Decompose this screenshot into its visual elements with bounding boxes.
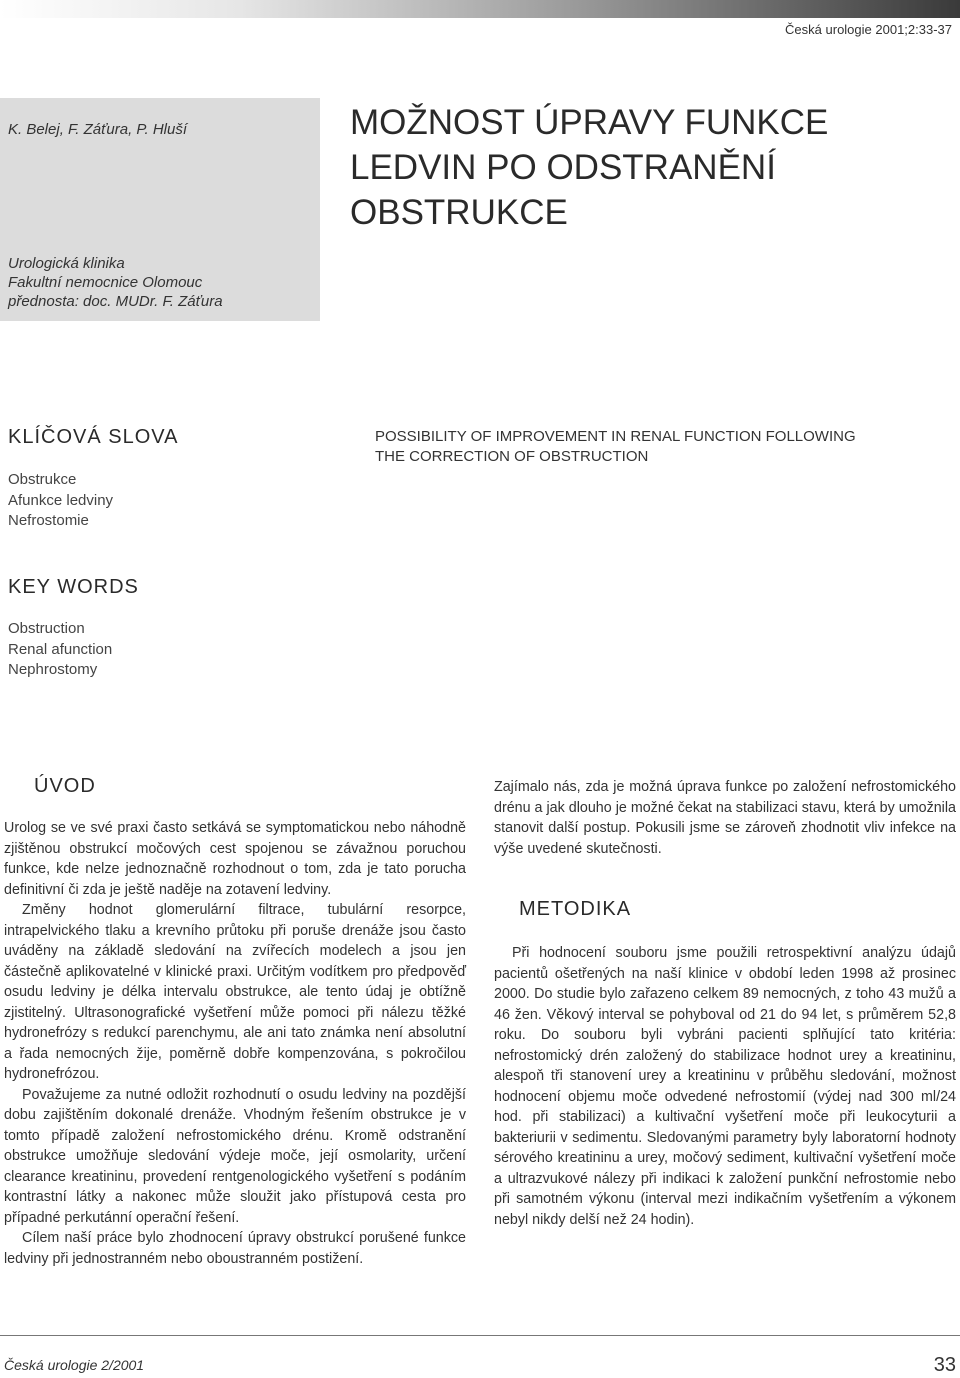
methods-heading: METODIKA bbox=[519, 898, 632, 920]
authors: K. Belej, F. Záťura, P. Hluší bbox=[8, 121, 188, 138]
keyword-item: Renal afunction bbox=[8, 640, 113, 658]
top-gradient-bar bbox=[0, 0, 960, 18]
journal-reference: Česká urologie 2001;2:33-37 bbox=[785, 22, 952, 37]
affiliation-line: Fakultní nemocnice Olomouc bbox=[8, 274, 203, 291]
title-line: OBSTRUKCE bbox=[350, 193, 568, 232]
footer-journal: Česká urologie 2/2001 bbox=[4, 1357, 145, 1373]
title-line: MOŽNOST ÚPRAVY FUNKCE bbox=[350, 103, 829, 142]
title-line: LEDVIN PO ODSTRANĚNÍ bbox=[350, 148, 776, 187]
article-title bbox=[350, 100, 828, 235]
intro-paragraph: Urolog se ve své praxi často setkává se symptomatickou nebo náhodně zjištěnou obstrukcí močových cest spojenou se závažnou poruchou funkce, kde nelze jednoznačně rozhodnout o tom, zda je tato porucha definitivní či zda je ještě naděje na zotavení ledviny. bbox=[4, 820, 466, 898]
english-title-line: THE CORRECTION OF OBSTRUCTION bbox=[375, 448, 649, 465]
page-number: 33 bbox=[933, 1354, 956, 1376]
keyword-item: Afunkce ledviny bbox=[8, 491, 114, 509]
keywords-en-heading: KEY WORDS bbox=[8, 576, 139, 598]
keywords-en-list bbox=[8, 619, 112, 681]
intro-body bbox=[4, 818, 466, 1269]
english-title bbox=[375, 427, 856, 467]
intro-continuation bbox=[494, 777, 956, 859]
keywords-cz-list bbox=[8, 470, 113, 532]
keyword-item: Nephrostomy bbox=[8, 661, 98, 678]
methods-body bbox=[494, 943, 956, 1230]
keywords-cz-heading: KLÍČOVÁ SLOVA bbox=[8, 426, 179, 448]
intro-continuation-paragraph: Zajímalo nás, zda je možná úprava funkce po založení nefrostomického drénu a jak dlouho je možné čekat na stabilizaci stavu, která by umožnila stanovit další postup. Pokusili jsme se zároveň zhodnotit vliv infekce na výše uvedené skutečnosti. bbox=[494, 779, 956, 857]
affiliation bbox=[8, 254, 223, 311]
keyword-item: Nefrostomie bbox=[8, 512, 89, 529]
intro-paragraph: Považujeme za nutné odložit rozhodnutí o osudu ledviny na pozdější dobu zajištěním dokonalé drenáže. Vhodným řešením obstrukce je v tomto případě založení nefrostomického drénu. Kromě odstranění obstrukce umožňuje sledování výdeje moče, její osmolarity, určení clearance kreatininu, provedení rentgenologického vyšetření s podáním kontrastní látky a nakonec může sloužit jako přístupová cesta pro případné perkutánní operační řešení. bbox=[4, 1086, 466, 1226]
keyword-item: Obstruction bbox=[8, 620, 85, 637]
affiliation-line: přednosta: doc. MUDr. F. Záťura bbox=[8, 293, 223, 310]
intro-paragraph: Cílem naší práce bylo zhodnocení úpravy obstrukcí porušené funkce ledviny při jednostranném nebo oboustranném postižení. bbox=[4, 1230, 466, 1267]
intro-heading: ÚVOD bbox=[34, 775, 96, 797]
affiliation-line: Urologická klinika bbox=[8, 255, 125, 272]
intro-paragraph: Změny hodnot glomerulární filtrace, tubulární resorpce, intrapelvického tlaku a krevního průtoku při poruše drenáže jsou často uváděny na základě sledování na zvířecích modelech a jsou jen částečně aplikovatelné v klinické praxi. Určitým vodítkem pro předpověď osudu ledviny je délka intervalu obstrukce, ale tento údaj je obtížně zjistitelný. Ultrasonografické vyšetření může pomoci při nálezu těžké hydronefrózy s redukcí parenchymu, ale ani tato známka není absolutní a řada nemocných žije, poměrně dobře kompenzována, s pokročilou hydronefrózou. bbox=[4, 902, 466, 1082]
keyword-item: Obstrukce bbox=[8, 471, 77, 488]
english-title-line: POSSIBILITY OF IMPROVEMENT IN RENAL FUNCTION FOLLOWING bbox=[375, 428, 856, 445]
methods-paragraph: Při hodnocení souboru jsme použili retrospektivní analýzu údajů pacientů ošetřených na naší klinice v období leden 1998 až prosinec 2000. Do studie bylo zařazeno celkem 89 nemocných, z toho 43 mužů a 46 žen. Věkový interval se pohyboval od 21 do 94 let, s průměrem 52,8 roku. Do souboru byli vybráni pacienti splňující tato kritéria: nefrostomický drén založený do stabilizace hodnot urey a kreatininu, alespoň tři stanovení urey a kreatininu v průběhu sledování, možnost hodnocení objemu moče odvedené nefrostomií (výdej nad 300 ml/24 hod. při stabilizaci) a kultivační vyšetření moče při leukocyturii a bakteriurii v sedimentu. Sledovanými parametry byly laboratorní hodnoty sérového kreatininu a urey, močový sediment, kultivační vyšetření moče a ultrazvukové nálezy při indikaci k založení punkční nefrostomie nebo při samotném výkonu (interval mezi indikačním vyšetřením a výkonem nebyl nikdy delší než 24 hodin). bbox=[494, 945, 956, 1228]
footer-divider bbox=[0, 1335, 960, 1336]
